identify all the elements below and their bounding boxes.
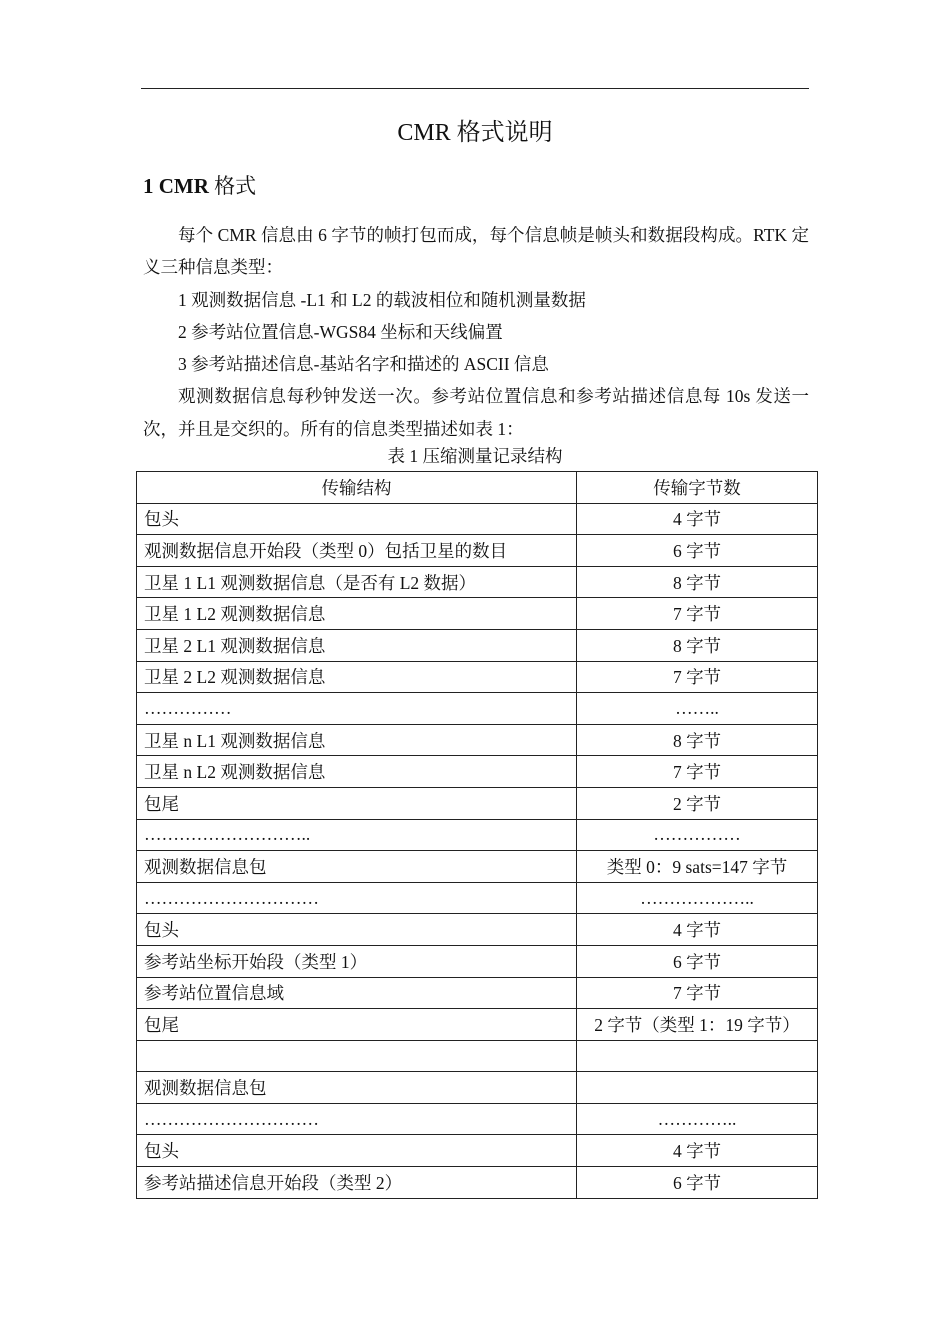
table-row: [137, 851, 818, 883]
list-item: 3 参考站描述信息-基站名字和描述的 ASCII 信息: [178, 354, 549, 375]
table-row: [137, 945, 818, 977]
table-row: [137, 1135, 818, 1167]
table-row: [137, 661, 818, 693]
byte-count-cell: ……..: [577, 693, 818, 725]
byte-count-cell: 7 字节: [577, 661, 818, 693]
byte-count-cell: 4 字节: [577, 914, 818, 946]
structure-cell: 卫星 1 L1 观测数据信息（是否有 L2 数据）: [137, 566, 577, 598]
structure-cell: 卫星 n L1 观测数据信息: [137, 724, 577, 756]
section-number: 1 CMR: [143, 174, 209, 198]
byte-count-cell: 8 字节: [577, 629, 818, 661]
table-row: [137, 1009, 818, 1041]
table-row: [137, 693, 818, 725]
byte-count-cell: 2 字节: [577, 787, 818, 819]
table-row: [137, 756, 818, 788]
structure-cell: 观测数据信息包: [137, 851, 577, 883]
table-row: [137, 977, 818, 1009]
structure-cell: 观测数据信息包: [137, 1072, 577, 1104]
structure-cell: 包头: [137, 1135, 577, 1167]
structure-cell: 卫星 n L2 观测数据信息: [137, 756, 577, 788]
byte-count-cell: 6 字节: [577, 535, 818, 567]
structure-cell: ………………………..: [137, 819, 577, 851]
structure-cell: 观测数据信息开始段（类型 0）包括卫星的数目: [137, 535, 577, 567]
byte-count-cell: 6 字节: [577, 945, 818, 977]
byte-count-cell: 8 字节: [577, 566, 818, 598]
column-header: 传输结构: [137, 472, 577, 504]
structure-cell: [137, 1040, 577, 1072]
byte-count-cell: 8 字节: [577, 724, 818, 756]
byte-count-cell: 6 字节: [577, 1167, 818, 1199]
structure-cell: 卫星 2 L2 观测数据信息: [137, 661, 577, 693]
byte-count-cell: ……………: [577, 819, 818, 851]
table-row: [137, 598, 818, 630]
header-rule: [141, 88, 809, 89]
byte-count-cell: 2 字节（类型 1：19 字节）: [577, 1009, 818, 1041]
table-row: [137, 1167, 818, 1199]
table-row: [137, 914, 818, 946]
byte-count-cell: 7 字节: [577, 756, 818, 788]
byte-count-cell: ………………..: [577, 882, 818, 914]
paragraph: 每个 CMR 信息由 6 字节的帧打包而成，每个信息帧是帧头和数据段构成。RTK 定义三种信息类型：: [143, 225, 809, 278]
structure-cell: 参考站坐标开始段（类型 1）: [137, 945, 577, 977]
structure-cell: 参考站位置信息域: [137, 977, 577, 1009]
byte-count-cell: [577, 1072, 818, 1104]
structure-cell: 参考站描述信息开始段（类型 2）: [137, 1167, 577, 1199]
table-caption: 表 1 压缩测量记录结构: [387, 446, 563, 466]
structure-cell: ……………: [137, 693, 577, 725]
section-heading: [143, 171, 256, 201]
structure-cell: …………………………: [137, 1103, 577, 1135]
table-header-row: [137, 472, 818, 504]
cmr-structure-table: [136, 471, 818, 1199]
structure-cell: 包头: [137, 503, 577, 535]
structure-cell: 包尾: [137, 787, 577, 819]
table-row: [137, 1072, 818, 1104]
table-row: [137, 819, 818, 851]
table-row: [137, 1040, 818, 1072]
table-row: [137, 535, 818, 567]
table-row: [137, 629, 818, 661]
structure-cell: 卫星 2 L1 观测数据信息: [137, 629, 577, 661]
structure-cell: 包头: [137, 914, 577, 946]
column-header: 传输字节数: [577, 472, 818, 504]
paragraph: 观测数据信息每秒钟发送一次。参考站位置信息和参考站描述信息每 10s 发送一次，并且是交织的。所有的信息类型描述如表 1：: [143, 386, 809, 439]
byte-count-cell: …………..: [577, 1103, 818, 1135]
structure-cell: …………………………: [137, 882, 577, 914]
list-item: 2 参考站位置信息-WGS84 坐标和天线偏置: [178, 321, 503, 342]
structure-cell: 卫星 1 L2 观测数据信息: [137, 598, 577, 630]
table-row: [137, 1103, 818, 1135]
byte-count-cell: 4 字节: [577, 503, 818, 535]
byte-count-cell: 7 字节: [577, 977, 818, 1009]
table-row: [137, 503, 818, 535]
section-title: 格式: [208, 174, 257, 198]
byte-count-cell: 4 字节: [577, 1135, 818, 1167]
list-item: 1 观测数据信息 -L1 和 L2 的载波相位和随机测量数据: [178, 289, 586, 310]
body-text: [143, 219, 809, 445]
document-title: CMR 格式说明: [397, 120, 553, 146]
table-row: [137, 787, 818, 819]
table-row: [137, 724, 818, 756]
table-row: [137, 882, 818, 914]
structure-cell: 包尾: [137, 1009, 577, 1041]
byte-count-cell: [577, 1040, 818, 1072]
byte-count-cell: 7 字节: [577, 598, 818, 630]
table-row: [137, 566, 818, 598]
byte-count-cell: 类型 0：9 sats=147 字节: [577, 851, 818, 883]
